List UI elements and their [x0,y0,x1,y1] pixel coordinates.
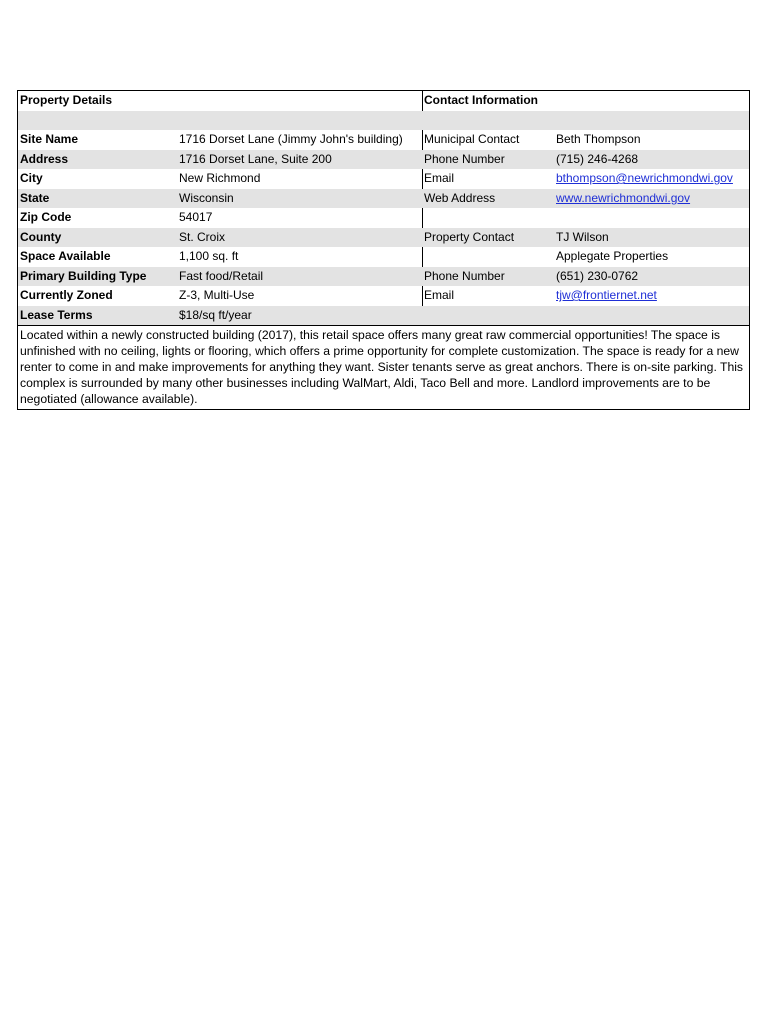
property-value: 54017 [179,210,213,224]
contact-label: Property Contact [424,229,515,244]
property-label: Site Name [20,132,79,146]
detail-row [18,286,749,306]
spacer-row [18,111,749,131]
contact-label: Phone Number [424,268,505,283]
contact-link[interactable]: tjw@frontiernet.net [556,288,657,302]
detail-row [18,247,749,267]
property-value: $18/sq ft/year [179,307,252,322]
contact-value [556,208,750,228]
contact-label: Phone Number [424,151,505,166]
property-details-header: Property Details [20,93,113,107]
property-value: Wisconsin [179,190,234,205]
header-row [18,91,749,111]
contact-value [556,306,750,326]
detail-row [18,130,749,150]
property-value: 1,100 sq. ft [179,249,239,263]
contact-information-header: Contact Information [424,93,538,107]
detail-row [18,208,749,228]
detail-row [18,228,749,248]
contact-value: Applegate Properties [556,249,669,263]
contact-label [424,208,554,228]
detail-row [18,306,749,326]
contact-link[interactable]: www.newrichmondwi.gov [556,190,691,205]
property-value: 1716 Dorset Lane, Suite 200 [179,151,332,166]
property-value: St. Croix [179,229,226,244]
contact-label [424,306,554,326]
detail-row [18,150,749,170]
detail-row [18,189,749,209]
contact-label: Email [424,171,455,185]
contact-label: Municipal Contact [424,132,520,146]
property-value: 1716 Dorset Lane (Jimmy John's building) [179,132,403,146]
contact-value: (651) 230-0762 [556,268,639,283]
property-sheet [17,90,750,410]
property-label: Address [20,151,69,166]
property-label: City [20,171,43,185]
contact-link[interactable]: bthompson@newrichmondwi.gov [556,171,733,185]
property-label: Lease Terms [20,307,93,322]
detail-row [18,267,749,287]
contact-value: TJ Wilson [556,229,609,244]
property-value: New Richmond [179,171,261,185]
contact-value: Beth Thompson [556,132,641,146]
detail-row [18,169,749,189]
property-label: County [20,229,62,244]
property-label: Currently Zoned [20,288,113,302]
property-label: State [20,190,50,205]
property-label: Zip Code [20,210,72,224]
contact-value: (715) 246-4268 [556,151,639,166]
contact-label [424,247,554,267]
property-label: Space Available [20,249,111,263]
property-label: Primary Building Type [20,268,147,283]
property-value: Z-3, Multi-Use [179,288,255,302]
property-value: Fast food/Retail [179,268,264,283]
property-description: Located within a newly constructed building (2017), this retail space offers many great raw commercial opportunities! The space is unfinished with no ceiling, lights or flooring, which offers a prime opportunity for complete customization. The space is ready for a new renter to come in and make improvements for anything they want. Sister tenants serve as great anchors. There is on-site parking. This complex is surrounded by many other businesses including WalMart, Aldi, Taco Bell and more. Landlord improvements are to be negotiated (allowance available). [18,325,749,409]
contact-label: Web Address [424,190,496,205]
contact-label: Email [424,288,455,302]
